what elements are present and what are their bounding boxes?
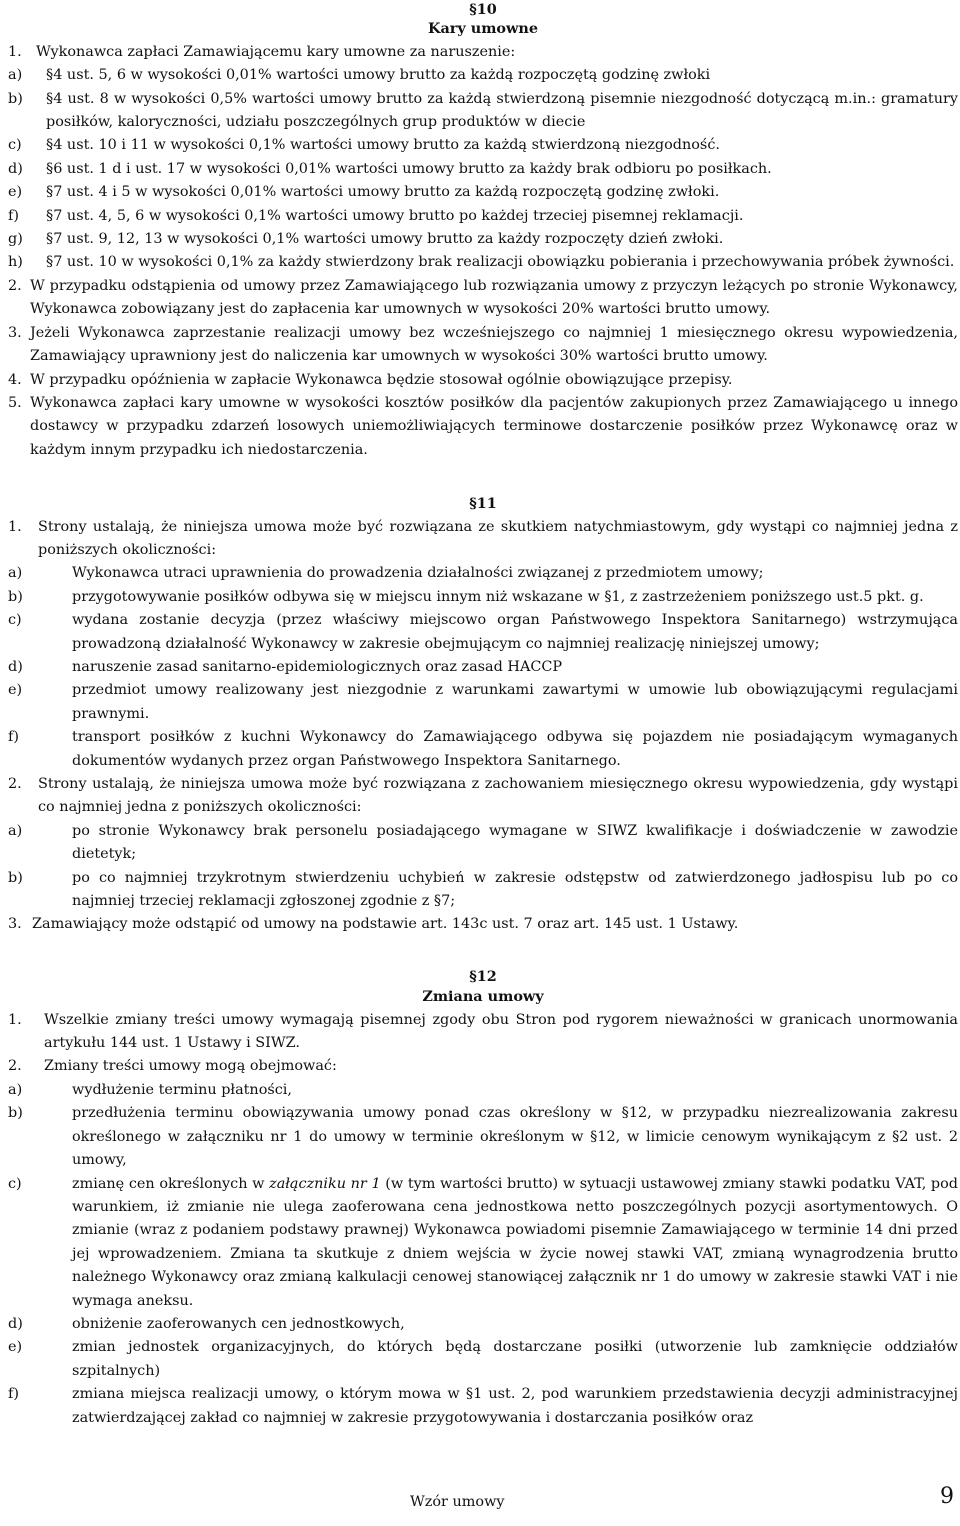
s10-item-g: g) §7 ust. 9, 12, 13 w wysokości 0,1% wartości umowy brutto za każdy rozpoczęty dzień zwłoki.	[8, 231, 724, 248]
page-footer	[0, 1486, 960, 1524]
section-12-heading: §12	[469, 967, 497, 985]
s11-item-a: a) Wykonawca utraci uprawnienia do prowadzenia działalności związanej z przedmiotem umowy;	[8, 565, 764, 582]
s10-point-1	[8, 41, 958, 64]
point-number: 1.	[8, 43, 22, 60]
s10-point-4: 4. W przypadku opóźnienia w zapłacie Wykonawca będzie stosował ogólnie obowiązujące przepisy.	[8, 371, 733, 388]
footer-title: Wzór umowy	[410, 1494, 505, 1510]
s11-item-d: d) naruszenie zasad sanitarno-epidemiologicznych oraz zasad HACCP	[8, 658, 563, 675]
s10-point-5: 5. Wykonawca zapłaci kary umowne w wysokości kosztów posiłków dla pacjentów zakupionych przez Zamawiającego u innego dostawcy w przypadku zdarzeń losowych uniemożliwiających terminowe dostarczenie posiłków przez Wykonawcę oraz w każdym innym przypadku ich niedostarczenia.	[8, 394, 958, 458]
s10-point-3: 3. Jeżeli Wykonawca zaprzestanie realizacji umowy bez wcześniejszego co najmniej 1 miesięcznego okresu wypowiedzenia, Zamawiający uprawniony jest do naliczenia kar umownych w wysokości 30% wartości brutto umowy.	[8, 324, 958, 365]
s12-point-1: 1. Wszelkie zmiany treści umowy wymagają pisemnej zgody obu Stron pod rygorem nieważności w granicach unormowania artykułu 144 ust. 1 Ustawy i SIWZ.	[8, 1011, 958, 1052]
s10-item-b: b) §4 ust. 8 w wysokości 0,5% wartości umowy brutto za każdą stwierdzoną pisemnie niezgodność dotyczącą m.in.: gramatury posiłków, kaloryczności, udziału poszczególnych grup produktów w diecie	[8, 90, 958, 131]
s12-item-f: f) zmiana miejsca realizacji umowy, o którym mowa w §1 ust. 2, pod warunkiem przedstawienia decyzji administracyjnej zatwierdzającej zakład co najmniej w zakresie przygotowywania i dostarczania posiłków oraz	[8, 1386, 958, 1426]
s10-item-c: c) §4 ust. 10 i 11 w wysokości 0,1% wartości umowy brutto za każdą stwierdzoną niezgodność.	[8, 137, 720, 154]
s11-item-b: b) przygotowywanie posiłków odbywa się w miejscu innym niż wskazane w §1, z zastrzeżeniem poniższego ust.5 pkt. g.	[8, 588, 924, 605]
s10-item-a: a) §4 ust. 5, 6 w wysokości 0,01% wartości umowy brutto za każdą rozpoczętą godzinę zwłoki	[8, 67, 711, 84]
s12-item-d: d) obniżenie zaoferowanych cen jednostkowych,	[8, 1315, 405, 1332]
s11-item-e: e) przedmiot umowy realizowany jest niezgodnie z warunkami zawartymi w umowie lub obowiązującymi regulacjami prawnymi.	[8, 682, 958, 722]
s12-point-2: 2. Zmiany treści umowy mogą obejmować:	[8, 1058, 337, 1075]
section-11-heading: §11	[469, 495, 497, 513]
s11-2-item-a: a) po stronie Wykonawcy brak personelu posiadającego wymagane w SIWZ kwalifikacje i doświadczenie w zawodzie dietetyk;	[8, 822, 958, 863]
s12-item-c: c) zmianę cen określonych w załączniku nr 1 (w tym wartości brutto) w sytuacji ustawowej zmiany stawki podatku VAT, pod warunkiem, iż zmianie nie ulega zaoferowana cena jednostkowa netto poszczególnych pozycji asortymentowych. O zmianie (wraz z podaniem podstawy prawnej) Wykonawca powiadomi pisemnie Zamawiającego w terminie 14 dni przed jej wprowadzeniem. Zmiana ta skutkuje z dniem wejścia w życie nowej stawki VAT, zmianą wynagrodzenia brutto należnego Wykonawcy oraz zmianą kalkulacji cenowej stanowiącej załącznik nr 1 do umowy w zakresie stawki VAT i nie wymaga aneksu.	[8, 1175, 959, 1309]
section-10-title: Kary umowne	[427, 20, 539, 38]
s10-item-e: e) §7 ust. 4 i 5 w wysokości 0,01% wartości umowy brutto za każdą rozpoczętą godzinę zwłoki.	[8, 184, 720, 201]
s11-item-c: c) wydana zostanie decyzja (przez właściwy miejscowo organ Państwowego Inspektora Sanitarnego) wstrzymująca prowadzoną działalność Wykonawcy w zakresie obejmującym co najmniej realizację niniejszej umowy;	[8, 612, 958, 652]
s11-point-1: 1. Strony ustalają, że niniejsza umowa może być rozwiązana ze skutkiem natychmiastowym, gdy wystąpi co najmniej jedna z poniższych okoliczności:	[8, 518, 958, 558]
section-12-title: Zmiana umowy	[422, 988, 544, 1006]
point-text: Wykonawca zapłaci Zamawiającemu kary umowne za naruszenie:	[36, 43, 516, 60]
s12-item-e: e) zmian jednostek organizacyjnych, do których będą dostarczane posiłki (utworzenie lub zamknięcie oddziałów szpitalnych)	[8, 1339, 958, 1379]
s11-point-2: 2. Strony ustalają, że niniejsza umowa może być rozwiązana z zachowaniem miesięcznego okresu wypowiedzenia, gdy wystąpi co najmniej jedna z poniższych okoliczności:	[8, 776, 958, 816]
s10-item-f: f) §7 ust. 4, 5, 6 w wysokości 0,1% wartości umowy brutto po każdej trzeciej pisemnej reklamacji.	[8, 207, 744, 224]
s11-2-item-b: b) po co najmniej trzykrotnym stwierdzeniu uchybień w zakresie odstępstw od zatwierdzonego jadłospisu lub po co najmniej trzeciej reklamacji zgłoszonej zgodnie z §7;	[8, 869, 958, 910]
s12-item-a: a) wydłużenie terminu płatności,	[8, 1081, 292, 1098]
s11-item-f: f) transport posiłków z kuchni Wykonawcy do Zamawiającego odbywa się pojazdem nie posiadającym wymaganych dokumentów wydanych przez organ Państwowego Inspektora Sanitarnego.	[8, 729, 958, 769]
attachment-reference: załączniku nr 1	[269, 1175, 381, 1192]
section-10-heading: §10	[469, 1, 497, 18]
s10-item-h: h) §7 ust. 10 w wysokości 0,1% za każdy stwierdzony brak realizacji obowiązku pobierania i przechowywania próbek żywności.	[8, 254, 955, 271]
s12-item-b: b) przedłużenia terminu obowiązywania umowy ponad czas określony w §12, w przypadku niezrealizowania zakresu określonego w załączniku nr 1 do umowy w terminie określonym w §12, w limicie cenowym wynikającym z §2 ust. 2 umowy,	[8, 1105, 958, 1169]
s11-point-3: 3. Zamawiający może odstąpić od umowy na podstawie art. 143c ust. 7 oraz art. 145 ust. 1 Ustawy.	[8, 916, 739, 933]
s10-point-2: 2. W przypadku odstąpienia od umowy przez Zamawiającego lub rozwiązania umowy z przyczyn leżących po stronie Wykonawcy, Wykonawca zobowiązany jest do zapłacenia kar umownych w wysokości 20% wartości brutto umowy.	[8, 277, 958, 318]
s10-item-d: d) §6 ust. 1 d i ust. 17 w wysokości 0,01% wartości umowy brutto za każdy brak odbioru po posiłkach.	[8, 160, 772, 177]
page-number: 9	[940, 1484, 954, 1509]
document-body	[8, 0, 958, 1430]
